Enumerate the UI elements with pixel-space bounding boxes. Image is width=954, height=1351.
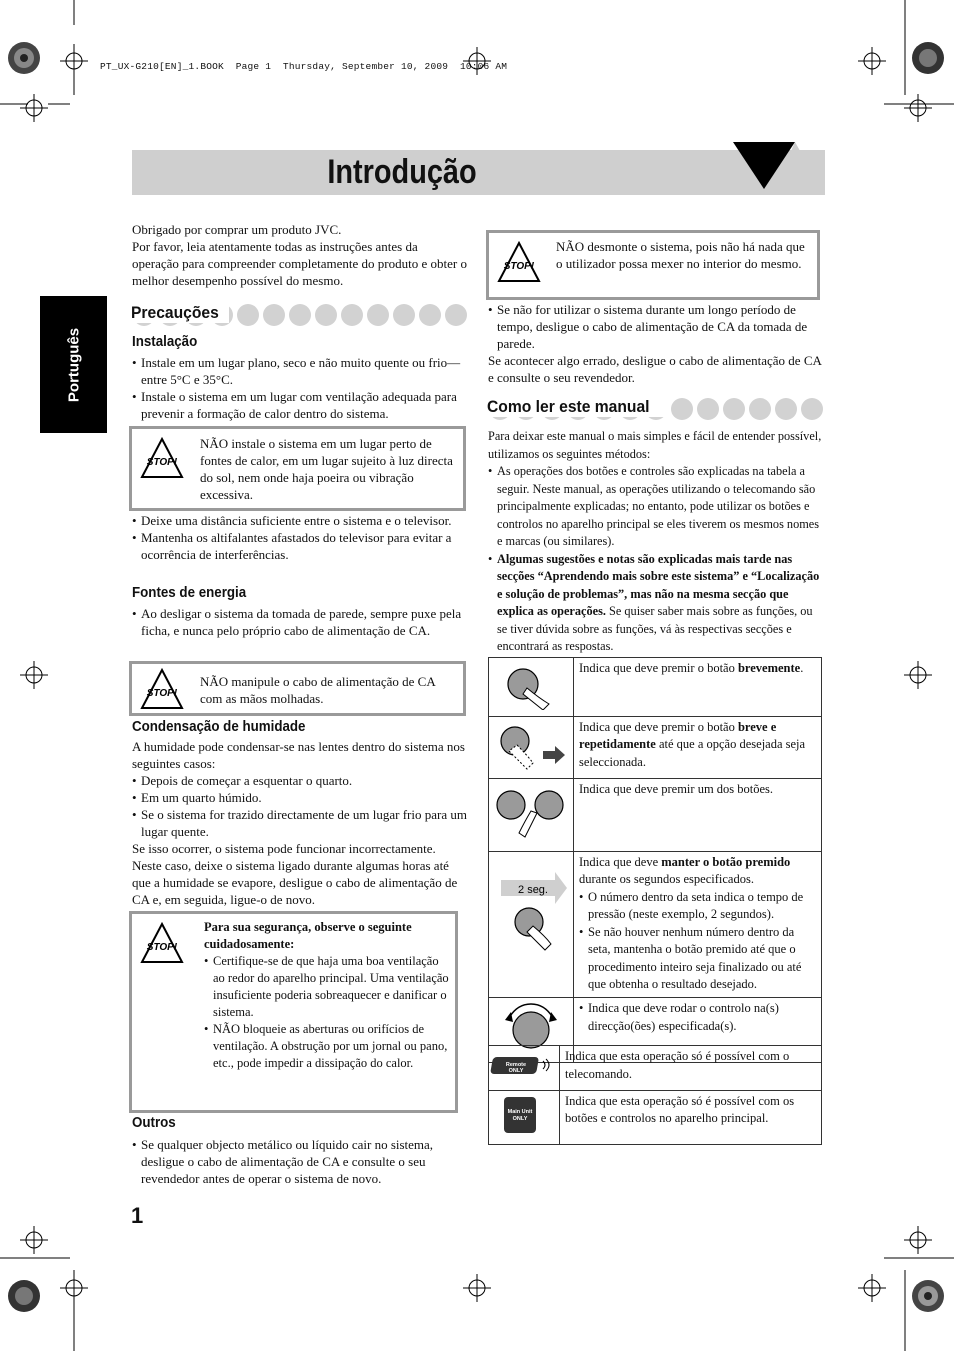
stop-hand-icon <box>140 922 184 964</box>
svg-text:STOP!: STOP! <box>146 942 178 953</box>
intro-text: Obrigado por comprar um produto JVC. Por favor, leia atentamente todas as instruções antes da operação para compreender completamente do produto e obter o melhor desempenho possível do mesmo. <box>132 222 467 288</box>
svg-text:STOP!: STOP! <box>146 688 178 699</box>
legend-row: 2 seg. Indica que deve manter o botão premido durante os segundos especificados. • O número dentro da seta indica o tempo de pressão (neste exemplo, 2 segundos). • Se não houver nenhum número dentro da seta, mantenha o botão premido até que o procedimento inteiro seja finalizado ou até que obtenha o resultado desejado. <box>489 851 822 998</box>
condensation-text: A humidade pode condensar-se nas lentes dentro do sistema nos seguintes casos: • Depois de começar a esquentar o quarto. • Em um quarto húmido. • Se o sistema for trazido directamente de um lugar frio para um lugar quente. Se isso ocorrer, o sistema pode funcionar incorrectamente. Neste caso, deixe o sistema ligado durante algumas horas até que a humidade se evapore, desligue o cabo de alimentação de CA e, em seguida, ligue-o de novo. <box>132 738 468 908</box>
svg-text:Remote: Remote <box>505 1062 527 1068</box>
operation-scope-table <box>488 1045 822 1145</box>
howto-text: Para deixar este manual o mais simples e fácil de entender possível, utilizamos os seguintes métodos: • As operações dos botões e controles são explicadas na tabela a seguir. Neste manual, as operações utilizando o telecomando são principalmente explicadas; no entanto, pode utilizar os botões e controlos no aparelho principal se eles tiverem os mesmos nomes e marcas (ou similares). • Algumas sugestões e notas são explicadas mais tarde nas secções “Aprendendo mais sobre este sistema” e “Localização e solução de problemas”, mas não na mesma secção que explica as operações. Se quiser saber mais sobre as funções, ou se tiver dúvida sobre as funções, vá às respectivas secções e encontrará as respostas. <box>488 428 822 656</box>
title-triangle-icon <box>733 142 828 197</box>
hold-button-icon <box>489 852 573 992</box>
page-number: 1 <box>131 1203 144 1228</box>
subsection-title-others: Outros <box>132 1115 176 1131</box>
legend-row: Indica que deve premir o botão brevemente. <box>489 658 822 717</box>
svg-text:Main Unit: Main Unit <box>507 1108 533 1115</box>
warning-box-disassembly: NÃO desmonte o sistema, pois não há nada que o utilizador possa mexer no interior do mesmo. <box>486 230 820 300</box>
stop-hand-icon <box>140 668 184 710</box>
subsection-title-power: Fontes de energia <box>132 585 247 601</box>
legend-row: Indica que deve premir um dos botões. <box>489 779 822 852</box>
warning-box-power: NÃO manipule o cabo de alimentação de CA com as mãos molhadas. <box>129 661 466 716</box>
subsection-title-condensation: Condensação de humidade <box>132 719 306 735</box>
installation-list: • Instale em um lugar plano, seco e não muito quente ou frio—entre 5°C e 35°C. • Instale o sistema em um lugar com ventilação adequada para prevenir a formação de calor dentro do sistema. <box>132 354 468 422</box>
subsection-title-installation: Instalação <box>132 334 198 350</box>
page-title: Introdução <box>327 153 477 191</box>
power-list: • Ao desligar o sistema da tomada de parede, sempre puxe pela ficha, e nunca pelo próprio cabo de alimentação de CA. <box>132 605 468 639</box>
stop-hand-icon <box>140 437 184 479</box>
button-legend-table <box>488 657 822 1063</box>
warning-box-installation: NÃO instale o sistema em um lugar perto de fontes de calor, em um lugar sujeito à luz directa do sol, nem onde haja poeira ou vibração excessiva. <box>129 426 466 511</box>
svg-text:ONLY: ONLY <box>512 1115 528 1122</box>
svg-text:STOP!: STOP! <box>503 261 535 272</box>
file-header: PT_UX-G210[EN]_1.BOOK Page 1 Thursday, September 10, 2009 10:06 AM <box>100 61 508 72</box>
svg-text:STOP!: STOP! <box>146 457 178 468</box>
others-list: • Se qualquer objecto metálico ou líquido cair no sistema, desligue o cabo de alimentação de CA e consulte o seu revendedor antes de operar o sistema de novo. <box>132 1136 468 1187</box>
stop-hand-icon <box>497 241 541 283</box>
section-title-howto: Como ler este manual <box>487 397 650 416</box>
safety-box: Para sua segurança, observe o seguinte cuidadosamente: • Certifique-se de que haja uma boa ventilação ao redor do aparelho principal. Uma ventilação insuficiente poderia sobreaquecer e danificar o sistema. • NÃO bloqueie as aberturas ou orifícios de ventilação. A obstrução por um jornal ou pano, etc., pode impedir a dissipação do calor. <box>129 911 458 1113</box>
svg-text:2 seg.: 2 seg. <box>518 883 548 896</box>
press-briefly-icon <box>489 658 573 710</box>
legend-row: • Indica que deve rodar o controlo na(s) direcção(ões) especificada(s). <box>489 998 822 1063</box>
main-unit-only-badge-icon <box>489 1091 559 1139</box>
svg-text:ONLY: ONLY <box>508 1068 524 1074</box>
remote-only-badge-icon <box>489 1046 559 1084</box>
legend-row: Main Unit ONLY Indica que esta operação só é possível com os botões e controlos no aparelho principal. <box>489 1090 822 1145</box>
legend-row: Remote ONLY Indica que esta operação só é possível com o telecomando. <box>489 1046 822 1091</box>
section-title-precautions: Precauções <box>131 303 219 322</box>
installation-list-2: • Deixe uma distância suficiente entre o sistema e o televisor. • Mantenha os altifalantes afastados do televisor para evitar a ocorrência de interferências. <box>132 512 468 563</box>
right-notes: • Se não for utilizar o sistema durante um longo período de tempo, desligue o cabo de alimentação de CA da tomada de parede. Se acontecer algo errado, desligue o cabo de alimentação de CA e consulte o seu revendedor. <box>488 301 823 386</box>
legend-row: Indica que deve premir o botão breve e repetidamente até que a opção desejada seja seleccionada. <box>489 716 822 779</box>
press-one-of-buttons-icon <box>489 779 573 845</box>
press-repeatedly-icon <box>489 717 573 773</box>
language-tab-label: Português <box>65 327 82 402</box>
